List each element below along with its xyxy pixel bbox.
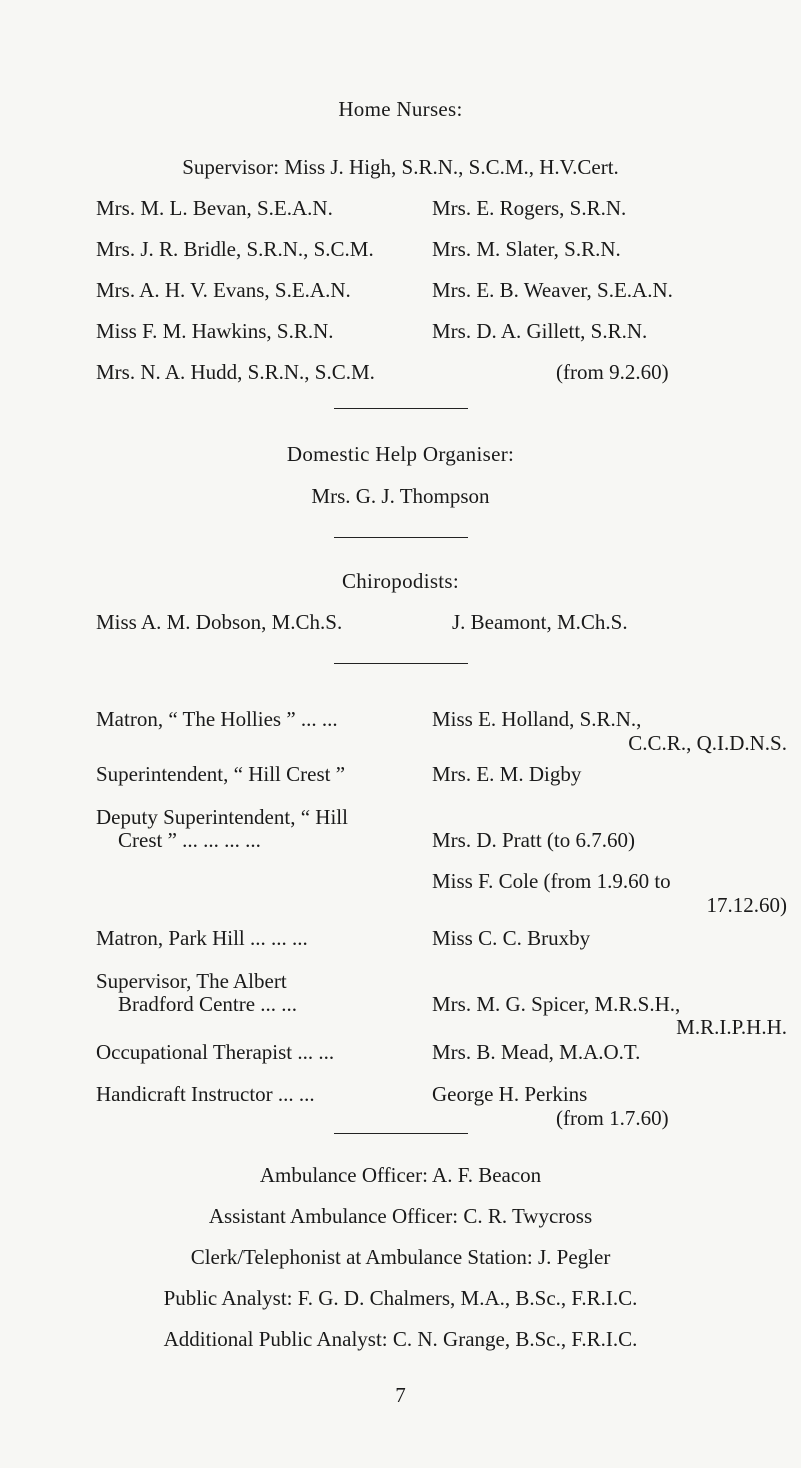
name-cole-1: Miss F. Cole (from 1.9.60 to — [432, 869, 671, 893]
divider-rule — [334, 537, 468, 538]
name-cole-2: 17.12.60) — [706, 893, 787, 917]
role-deputy-1: Deputy Superintendent, “ Hill — [96, 805, 348, 829]
officer-line-2: Assistant Ambulance Officer: C. R. Twycross — [208, 1204, 593, 1228]
role-supervisor-albert-2: Bradford Centre ... ... — [118, 992, 298, 1016]
role-handicraft: Handicraft Instructor ... ... — [96, 1082, 315, 1106]
name-bruxby: Miss C. C. Bruxby — [432, 926, 591, 950]
role-deputy-2: Crest ” ... ... ... ... — [118, 828, 261, 852]
officer-line-3: Clerk/Telephonist at Ambulance Station: J. Pegler — [190, 1245, 611, 1269]
name-perkins-2: (from 1.7.60) — [556, 1106, 669, 1130]
name-spicer-2: M.R.I.P.H.H. — [676, 1015, 787, 1039]
name-pratt: Mrs. D. Pratt (to 6.7.60) — [432, 828, 635, 852]
role-matron-hollies: Matron, “ The Hollies ” ... ... — [96, 707, 338, 731]
role-matron-park: Matron, Park Hill ... ... ... — [96, 926, 308, 950]
home-nurses-supervisor: Supervisor: Miss J. High, S.R.N., S.C.M., H.V.Cert. — [182, 155, 619, 179]
domestic-help-name: Mrs. G. J. Thompson — [311, 484, 490, 508]
nurse-left-4: Miss F. M. Hawkins, S.R.N. — [96, 319, 334, 343]
divider-rule — [334, 408, 468, 409]
page-number: 7 — [395, 1383, 406, 1407]
nurse-left-5: Mrs. N. A. Hudd, S.R.N., S.C.M. — [96, 360, 375, 384]
nurse-left-3: Mrs. A. H. V. Evans, S.E.A.N. — [96, 278, 351, 302]
role-occupational: Occupational Therapist ... ... — [96, 1040, 335, 1064]
chiropodist-right: J. Beamont, M.Ch.S. — [452, 610, 628, 634]
home-nurses-heading: Home Nurses: — [338, 97, 463, 121]
name-digby: Mrs. E. M. Digby — [432, 762, 582, 786]
nurse-right-5-note: (from 9.2.60) — [556, 360, 669, 384]
chiropodist-left: Miss A. M. Dobson, M.Ch.S. — [96, 610, 343, 634]
name-holland-1: Miss E. Holland, S.R.N., — [432, 707, 642, 731]
chiropodists-heading: Chiropodists: — [341, 569, 460, 593]
officer-line-5: Additional Public Analyst: C. N. Grange, B.Sc., F.R.I.C. — [163, 1327, 638, 1351]
divider-rule — [334, 663, 468, 664]
nurse-left-2: Mrs. J. R. Bridle, S.R.N., S.C.M. — [96, 237, 374, 261]
name-mead: Mrs. B. Mead, M.A.O.T. — [432, 1040, 641, 1064]
domestic-help-heading: Domestic Help Organiser: — [286, 442, 515, 466]
officer-line-4: Public Analyst: F. G. D. Chalmers, M.A., B.Sc., F.R.I.C. — [163, 1286, 638, 1310]
role-supervisor-albert-1: Supervisor, The Albert — [96, 969, 287, 993]
name-perkins-1: George H. Perkins — [432, 1082, 588, 1106]
nurse-right-1: Mrs. E. Rogers, S.R.N. — [432, 196, 627, 220]
officer-line-1: Ambulance Officer: A. F. Beacon — [259, 1163, 542, 1187]
nurse-left-1: Mrs. M. L. Bevan, S.E.A.N. — [96, 196, 333, 220]
nurse-right-2: Mrs. M. Slater, S.R.N. — [432, 237, 621, 261]
name-spicer-1: Mrs. M. G. Spicer, M.R.S.H., — [432, 992, 681, 1016]
nurse-right-4: Mrs. D. A. Gillett, S.R.N. — [432, 319, 648, 343]
nurse-right-3: Mrs. E. B. Weaver, S.E.A.N. — [432, 278, 673, 302]
role-superintendent: Superintendent, “ Hill Crest ” — [96, 762, 346, 786]
name-holland-2: C.C.R., Q.I.D.N.S. — [628, 731, 787, 755]
divider-rule — [334, 1133, 468, 1134]
